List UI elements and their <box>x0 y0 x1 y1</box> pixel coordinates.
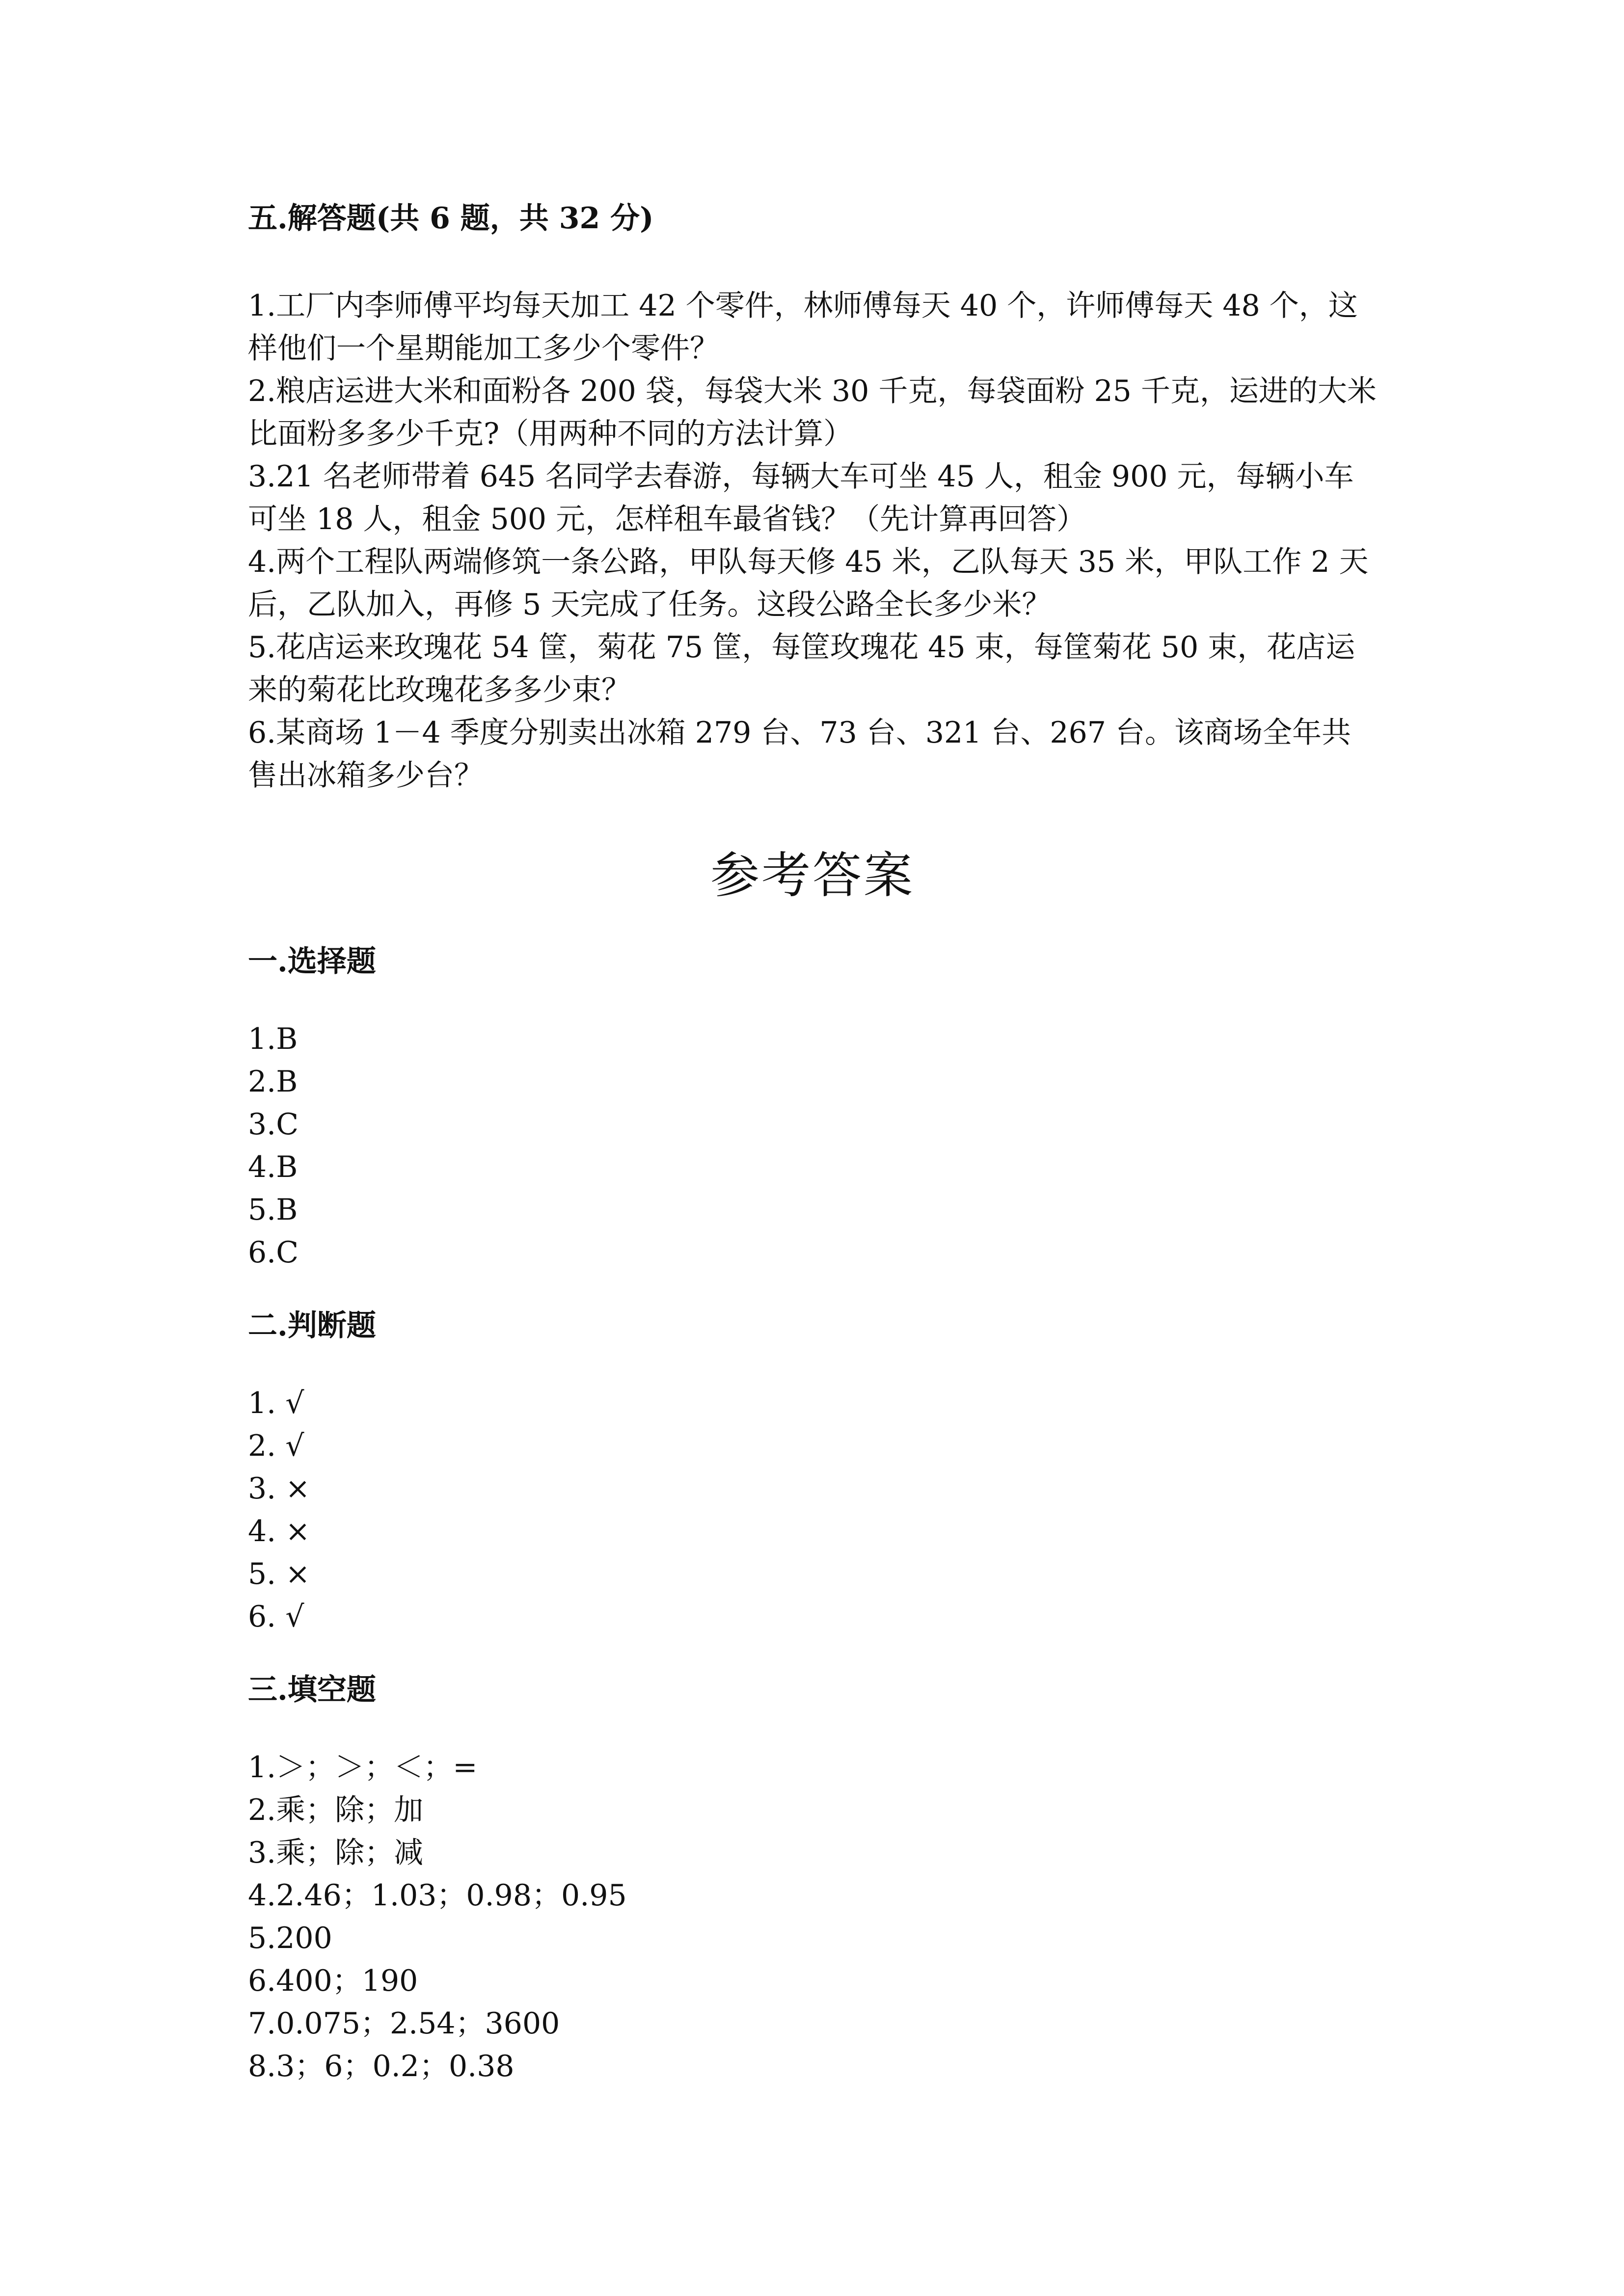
problem-item: 3.21 名老师带着 645 名同学去春游，每辆大车可坐 45 人，租金 900 元，每辆小车可坐 18 人，租金 500 元，怎样租车最省钱？（先计算再回答） <box>248 459 1354 536</box>
answer-item: 6.400；190 <box>248 1964 418 1998</box>
answer-item: 5. × <box>248 1557 310 1591</box>
answer-item: 1.B <box>248 1022 298 1056</box>
answer-item: 6. √ <box>248 1600 304 1634</box>
answer-item: 3.乘；除；减 <box>248 1836 424 1870</box>
answer-item: 2.乘；除；加 <box>248 1793 424 1827</box>
answer-item: 2. √ <box>248 1429 304 1463</box>
problem-item: 6.某商场 1－4 季度分别卖出冰箱 279 台、73 台、321 台、267 台。该商场全年共售出冰箱多少台？ <box>248 716 1352 793</box>
answer-section-fill-blank <box>248 1668 1377 2088</box>
problem-item: 5.花店运来玫瑰花 54 筐，菊花 75 筐，每筐玫瑰花 45 束，每筐菊花 50 束，花店运来的菊花比玫瑰花多多少束？ <box>248 630 1355 707</box>
answer-item: 1. √ <box>248 1386 304 1420</box>
page-content <box>248 196 1377 2088</box>
problem-item: 1.工厂内李师傅平均每天加工 42 个零件，林师傅每天 40 个，许师傅每天 48 个，这样他们一个星期能加工多少个零件？ <box>248 289 1358 366</box>
answer-item: 3. × <box>248 1471 310 1506</box>
answer-item: 2.B <box>248 1065 298 1099</box>
answer-item: 6.C <box>248 1235 299 1270</box>
problem-item: 2.粮店运进大米和面粉各 200 袋，每袋大米 30 千克，每袋面粉 25 千克，运进的大米比面粉多多少千克?（用两种不同的方法计算） <box>248 374 1377 451</box>
answer-section-heading: 二.判断题 <box>248 1308 376 1343</box>
answer-item: 4.2.46；1.03；0.98；0.95 <box>248 1878 627 1913</box>
answer-item: 5.200 <box>248 1921 332 1955</box>
answer-item: 3.C <box>248 1107 299 1142</box>
problem-list <box>248 285 1377 797</box>
answer-item: 4. × <box>248 1514 310 1548</box>
answer-item: 5.B <box>248 1193 298 1227</box>
answer-key-title: 参考答案 <box>710 847 915 904</box>
answer-item: 7.0.075；2.54；3600 <box>248 2006 560 2041</box>
answer-section-heading: 一.选择题 <box>248 944 376 979</box>
answer-item: 1.＞；＞；＜；= <box>248 1750 478 1785</box>
problem-item: 4.两个工程队两端修筑一条公路，甲队每天修 45 米，乙队每天 35 米，甲队工作 2 天后，乙队加入，再修 5 天完成了任务。这段公路全长多少米？ <box>248 545 1369 622</box>
answer-section-judgement <box>248 1304 1377 1638</box>
answer-section-choice <box>248 939 1377 1274</box>
answer-item: 8.3；6；0.2；0.38 <box>248 2049 514 2083</box>
answer-section-heading: 三.填空题 <box>248 1673 376 1707</box>
answer-item: 4.B <box>248 1150 298 1184</box>
section-5-title: 五.解答题(共 6 题，共 32 分) <box>248 201 654 236</box>
